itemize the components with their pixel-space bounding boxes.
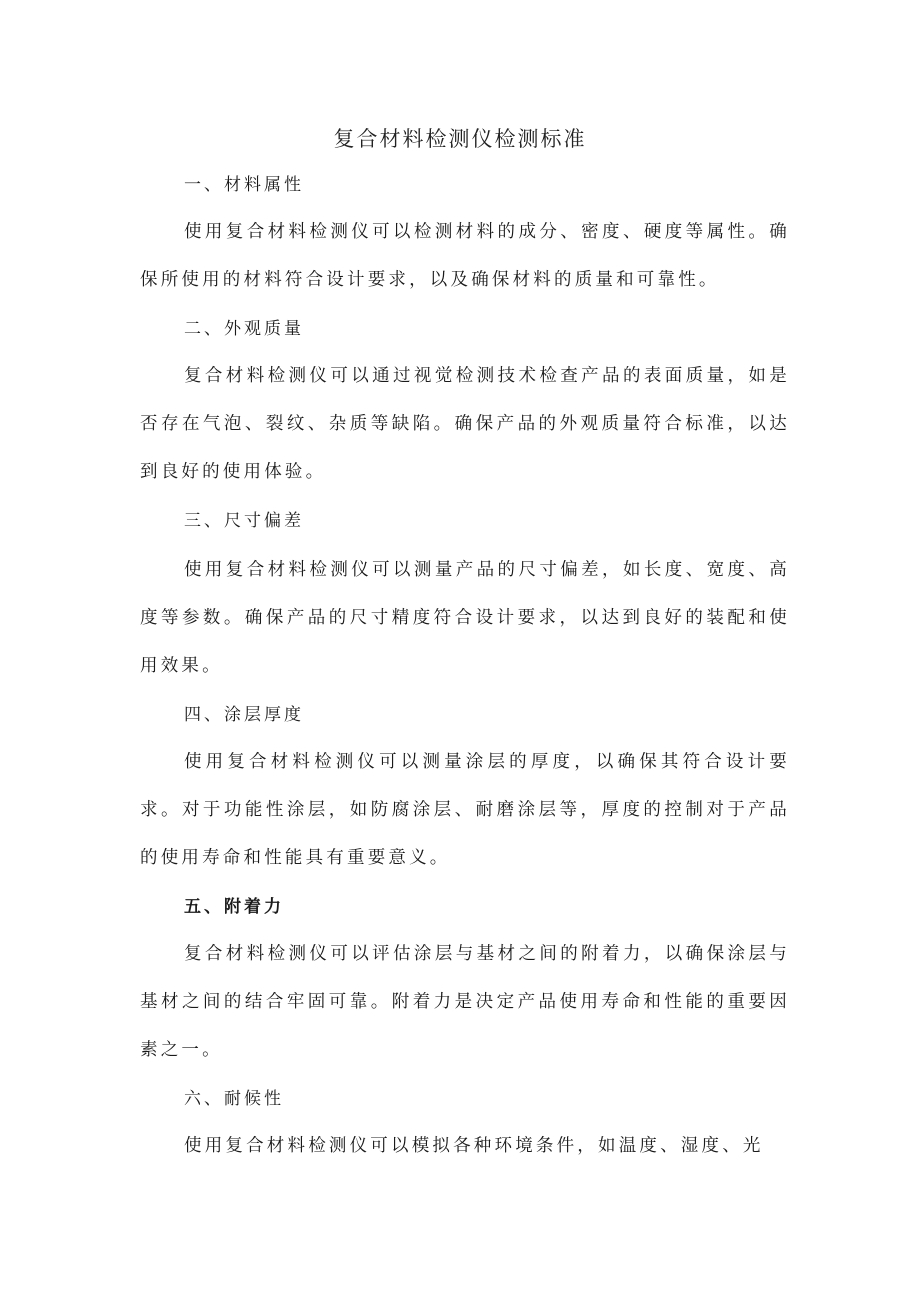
section-heading-dimension-deviation: 三、尺寸偏差: [184, 511, 304, 531]
section-heading-appearance-quality: 二、外观质量: [184, 319, 304, 339]
section-body-appearance-quality: 复合材料检测仪可以通过视觉检测技术检查产品的表面质量，如是否存在气泡、裂纹、杂质等缺陷。确保产品的外观质量符合标准，以达到良好的使用体验。: [140, 366, 790, 482]
section-heading-coating-thickness: 四、涂层厚度: [184, 705, 304, 725]
section-body-weather-resistance: 使用复合材料检测仪可以模拟各种环境条件，如温度、湿度、光: [184, 1136, 764, 1156]
document-title: 复合材料检测仪检测标准: [333, 127, 587, 151]
section-body-material-properties: 使用复合材料检测仪可以检测材料的成分、密度、硬度等属性。确保所使用的材料符合设计要求，以及确保材料的质量和可靠性。: [140, 222, 790, 290]
section-body-coating-thickness: 使用复合材料检测仪可以测量涂层的厚度，以确保其符合设计要求。对于功能性涂层，如防腐涂层、耐磨涂层等，厚度的控制对于产品的使用寿命和性能具有重要意义。: [140, 752, 790, 868]
section-body-dimension-deviation: 使用复合材料检测仪可以测量产品的尺寸偏差，如长度、宽度、高度等参数。确保产品的尺寸精度符合设计要求，以达到良好的装配和使用效果。: [140, 560, 790, 676]
section-heading-adhesion: 五、附着力: [184, 897, 284, 917]
section-heading-material-properties: 一、材料属性: [184, 175, 304, 195]
section-body-adhesion: 复合材料检测仪可以评估涂层与基材之间的附着力，以确保涂层与基材之间的结合牢固可靠。附着力是决定产品使用寿命和性能的重要因素之一。: [140, 944, 790, 1060]
section-heading-weather-resistance: 六、耐候性: [184, 1089, 284, 1109]
